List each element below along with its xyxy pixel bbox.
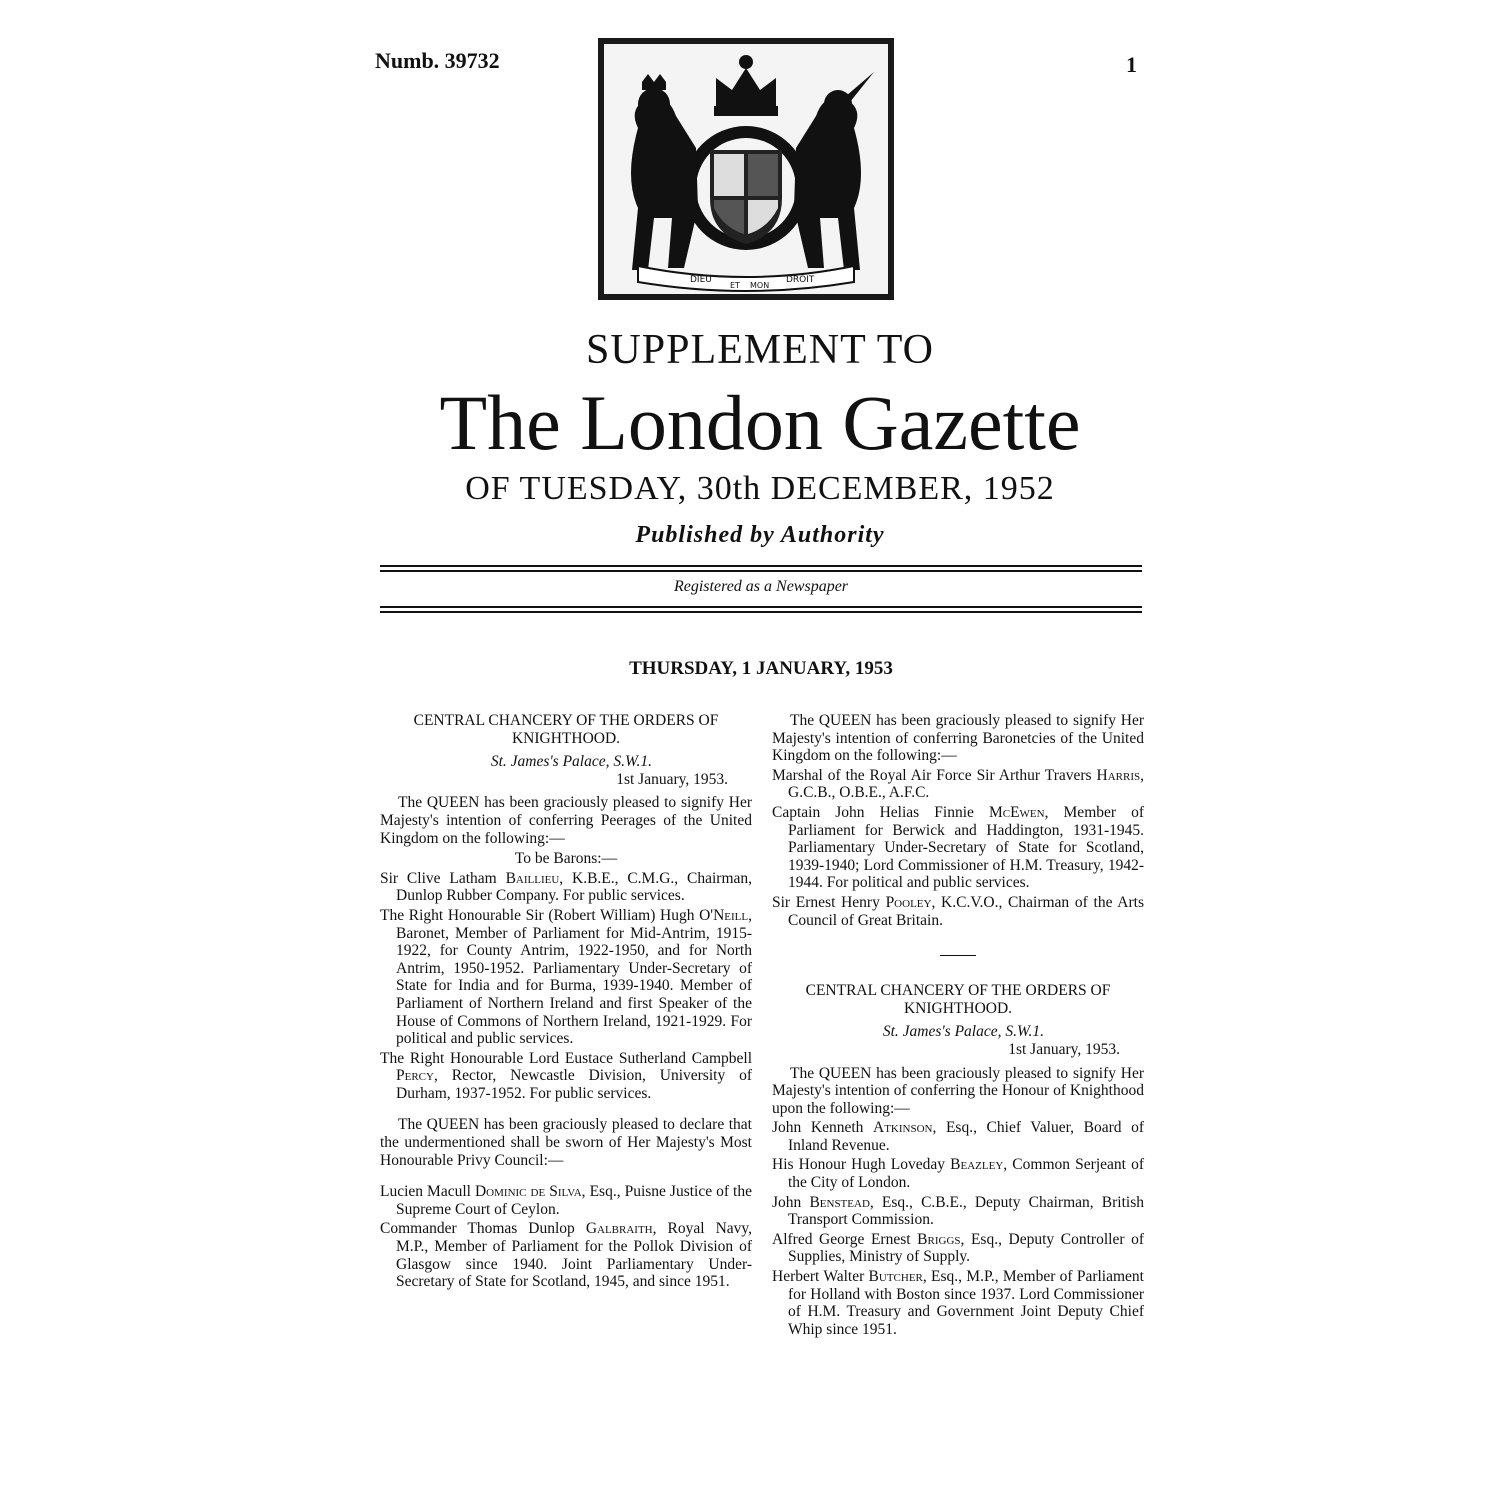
motto-et: ET <box>730 281 740 290</box>
place-line: St. James's Palace, S.W.1. <box>882 1023 1044 1041</box>
issue-date: THURSDAY, 1 JANUARY, 1953 <box>629 658 893 679</box>
list-item: Alfred George Ernest Briggs, Esq., Deputy Controller of Supplies, Ministry of Supply. <box>772 1230 1144 1266</box>
knighthood-intro: The QUEEN has been graciously pleased to signify Her Majesty's intention of conferring the Honour of Knighthood upon the following:— <box>772 1064 1144 1117</box>
registered-note: Registered as a Newspaper <box>673 578 849 595</box>
rule-bottom-1 <box>380 606 1142 608</box>
supplement-heading: SUPPLEMENT TO <box>586 327 934 373</box>
motto-dieu: DIEU <box>690 275 712 285</box>
list-item: His Honour Hugh Loveday Beazley, Common Serjeant of the City of London. <box>772 1156 1145 1192</box>
gazette-title: The London Gazette <box>439 379 1081 466</box>
royal-coat-of-arms-icon <box>598 38 894 300</box>
privy-council-intro: The QUEEN has been graciously pleased to declare that the undermentioned shall be sworn of Her Majesty's Most Honourable Privy Council:— <box>380 1116 752 1169</box>
date-line: 1st January, 1953. <box>1008 1040 1120 1058</box>
list-item: Sir Clive Latham Baillieu, K.B.E., C.M.G., Chairman, Dunlop Rubber Company. For public services. <box>380 869 753 905</box>
barons-subheading: To be Barons:— <box>514 850 618 868</box>
section-divider <box>940 955 976 956</box>
list-item: Herbert Walter Butcher, Esq., M.P., Member of Parliament for Holland with Boston since 1937. Lord Commissioner of H.M. Treasury and Government Joint Deputy Chief Whip since 1951. <box>772 1268 1144 1338</box>
date-line: 1st January, 1953. <box>616 770 728 788</box>
motto-droit: DROIT <box>786 275 815 285</box>
place-line: St. James's Palace, S.W.1. <box>490 753 652 771</box>
list-item: John Kenneth Atkinson, Esq., Chief Valuer, Board of Inland Revenue. <box>772 1119 1145 1154</box>
list-item: The Right Honourable Lord Eustace Sutherland Campbell Percy, Rector, Newcastle Division, University of Durham, 1937-1952. For public services. <box>380 1049 752 1102</box>
list-item: Captain John Helias Finnie McEwen, Member of Parliament for Berwick and Haddington, 1931-1945. Parliamentary Under-Secretary of State for Scotland, 1939-1940; Lord Commissioner of H.M. Treasury, 1942-1944. For political and public services. <box>772 803 1145 892</box>
peerage-intro: The QUEEN has been graciously pleased to signify Her Majesty's intention of conferring Peerages of the United Kingdom on the following:— <box>380 794 752 847</box>
list-item: Lucien Macull Dominic de Silva, Esq., Puisne Justice of the Supreme Court of Ceylon. <box>380 1183 752 1218</box>
rule-top-1 <box>380 565 1142 567</box>
section-heading: CENTRAL CHANCERY OF THE ORDERS OF KNIGHTHOOD. <box>805 982 1111 1017</box>
section-heading: CENTRAL CHANCERY OF THE ORDERS OF KNIGHTHOOD. <box>413 712 719 747</box>
rule-bottom-2 <box>380 611 1142 613</box>
list-item: Commander Thomas Dunlop Galbraith, Royal Navy, M.P., Member of Parliament for the Pollok Division of Glasgow since 1940. Joint Parliamentary Under-Secretary of State for Scotland, 1945, and since 1951. <box>380 1220 753 1291</box>
gazette-date: OF TUESDAY, 30th DECEMBER, 1952 <box>465 470 1055 507</box>
left-column <box>380 712 752 1291</box>
published-by-authority: Published by Authority <box>635 522 885 548</box>
baronetcy-intro: The QUEEN has been graciously pleased to signify Her Majesty's intention of conferring Baronetcies of the United Kingdom on the following:— <box>772 712 1144 765</box>
right-column <box>772 712 1144 1338</box>
list-item: John Benstead, Esq., C.B.E., Deputy Chairman, British Transport Commission. <box>772 1193 1144 1229</box>
page-number: 1 <box>1126 52 1137 77</box>
list-item: The Right Honourable Sir (Robert William) Hugh O'Neill, Baronet, Member of Parliament for Mid-Antrim, 1915-1922, for County Antrim, 1922-1950, and for North Antrim, 1950-1952. Parliamentary Under-Secretary of State for India and for Burma, 1939-1940. Member of Parliament of Northern Ireland and first Speaker of the House of Commons of Northern Ireland, 1921-1929. For political and public services. <box>380 906 752 1048</box>
list-item: Sir Ernest Henry Pooley, K.C.V.O., Chairman of the Arts Council of Great Britain. <box>772 893 1144 929</box>
motto-mon: MON <box>750 281 770 290</box>
rule-top-2 <box>380 570 1142 572</box>
gazette-number: Numb. 39732 <box>375 48 500 73</box>
list-item: Marshal of the Royal Air Force Sir Arthur Travers Harris, G.C.B., O.B.E., A.F.C. <box>772 766 1144 802</box>
